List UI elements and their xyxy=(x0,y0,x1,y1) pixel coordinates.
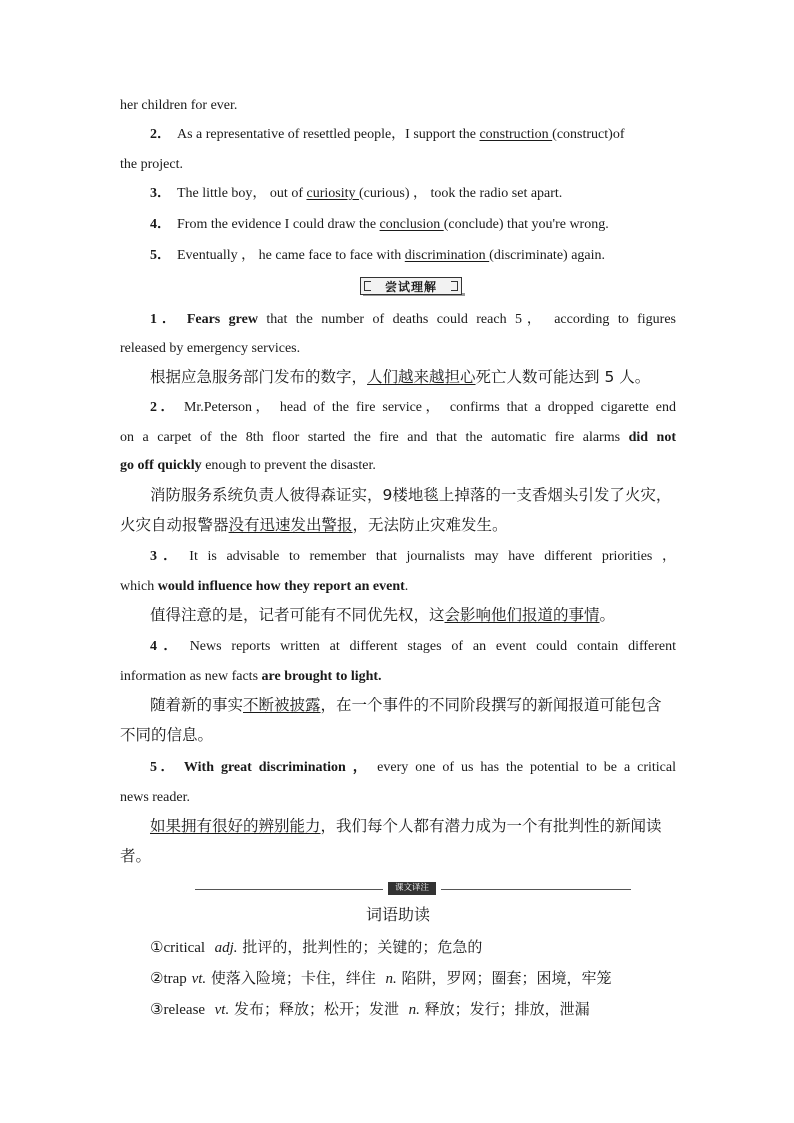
glossary-title: 词语助读 xyxy=(365,905,430,924)
answer-construction: construction xyxy=(479,127,553,142)
translation-2-zh-line1: 消防服务系统负责人彼得森证实，9楼地毯上掉落的一支香烟头引发了火灾， xyxy=(150,486,672,504)
exercise-item-2-cont: the project. xyxy=(120,157,183,172)
exercise-item-5: 5． Eventually ， he came face to face with discrimination (discriminate) again. xyxy=(150,248,606,263)
translation-2-en-line1: 2． Mr.Peterson， head of the fire service， confirms that a dropped cigarette end xyxy=(150,400,676,415)
exercise-line-1-end: her children for ever. xyxy=(120,98,238,113)
glossary-item-critical: ①critical adj. 批评的，批判性的；关键的；危急的 xyxy=(150,938,483,956)
translation-1-zh: 根据应急服务部门发布的数字，人们越来越担心死亡人数可能达到 5 人。 xyxy=(150,368,651,386)
translation-4-en-line2: information as new facts are brought to light. xyxy=(120,669,382,684)
translation-4-zh-line2: 不同的信息。 xyxy=(120,726,214,744)
section-tag: 课文译注 xyxy=(388,882,436,895)
translation-2-zh-line2: 火灾自动报警器没有迅速发出警报，无法防止灾难发生。 xyxy=(120,516,508,534)
divider-right xyxy=(441,889,631,890)
translation-3-en-line1: 3． It is advisable to remember that journalists may have different priorities ， xyxy=(150,549,677,564)
translation-4-en-line1: 4． News reports written at different stages of an event could contain different xyxy=(150,639,677,654)
glossary-item-trap: ②trap vt. 使落入险境；卡住，绊住 n. 陷阱，罗网；圈套；困境，牢笼 xyxy=(150,969,612,987)
divider-left xyxy=(195,889,383,890)
banner-title: 尝试理解 xyxy=(384,279,437,294)
translation-1-en-line1: 1． Fears grew that the number of deaths could reach 5， according to figures xyxy=(150,312,677,327)
translation-2-en-line2: on a carpet of the 8th floor started the fire and that the automatic fire alarms did not xyxy=(120,430,676,445)
answer-conclusion: conclusion xyxy=(379,217,444,232)
translation-5-zh-line1: 如果拥有很好的辨别能力，我们每个人都有潜力成为一个有批判性的新闻读 xyxy=(150,817,662,835)
exercise-item-3: 3． The little boy， out of curiosity (curious) ， took the radio set apart. xyxy=(150,186,563,201)
exercise-item-2: 2． As a representative of resettled people，I support the construction (construct)of xyxy=(150,127,625,142)
translation-3-en-line2: which would influence how they report an event. xyxy=(120,579,409,594)
translation-1-en-line2: released by emergency services. xyxy=(120,341,301,356)
translation-5-zh-line2: 者。 xyxy=(120,847,152,865)
glossary-item-release: ③release vt. 发布；释放；松开；发泄 n. 释放；发行；排放，泄漏 xyxy=(150,1000,590,1018)
section-banner xyxy=(360,277,462,295)
translation-2-en-line3: go off quickly enough to prevent the disaster. xyxy=(120,458,376,473)
exercise-item-4: 4． From the evidence I could draw the conclusion (conclude) that you're wrong. xyxy=(150,217,609,232)
answer-curiosity: curiosity xyxy=(306,186,359,201)
translation-5-en-line1: 5． With great discrimination ， every one of us has the potential to be a critical xyxy=(150,760,676,775)
translation-4-zh-line1: 随着新的事实不断被披露，在一个事件的不同阶段撰写的新闻报道可能包含 xyxy=(150,696,662,714)
answer-discrimination: discrimination xyxy=(404,248,490,263)
translation-5-en-line2: news reader. xyxy=(120,790,190,805)
translation-3-zh: 值得注意的是，记者可能有不同优先权，这会影响他们报道的事情。 xyxy=(150,606,616,624)
